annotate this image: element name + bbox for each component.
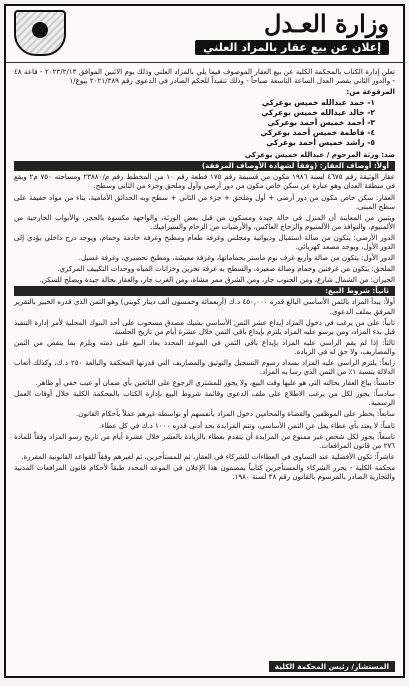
description-paragraph: ويتبين من المعاينة أن المنزل في حالة جيدة ومسكون من قبل بعض الورثة، والواجهة مكسوة بالحجر، والأبواب الخارجية من الألمنيوم، والنوافذ من الألمنيوم والزجاج العاكس، والأرضيات من الرخام والسيراميك. <box>14 212 395 231</box>
condition-item: عاشراً: تكون الأفضلية عند التساوي في العطاءات للشركاء في العقار، ثم للمستأجرين، ثم لغيرهم وفقاً للقواعد القانونية المقررة. <box>21 451 395 461</box>
description-paragraph: الملحق: يتكون من غرفتين وحمام وصالة صغيرة، والسطح به غرفة تخزين وخزانات المياه ووحدات التكييف المركزي. <box>57 264 395 274</box>
plaintiff-name: ٢- خالد عبدالله خميس بوعركي <box>261 108 375 118</box>
condition-item: رابعاً: يلتزم الراسي عليه المزاد بسداد رسوم التسجيل والتوثيق والمصاريف التي قدرتها المحكمة والبالغة ٢٥٠ د.ك، وكذلك أتعاب الدلالة بنسبة ١٪ من الثمن الذي رسا به المزاد. <box>14 357 395 377</box>
condition-item: أولاً: يبدأ المزاد بالثمن الأساسي البالغ قدره ٤٥٠,٠٠٠ د.ك (أربعمائة وخمسون ألف دينار كويتي) وهو الثمن الذي قدره الخبير بالتقرير المرفق بملف الدعوى. <box>14 297 396 316</box>
plaintiffs-label: المرفوعة من: <box>346 87 395 97</box>
description-paragraph: الجيران: من الشمال شارع، ومن الجنوب جار، ومن الشرق ممر مشاة، ومن الغرب جار، والعقار بحالة جيدة ويصلح للسكن. <box>39 275 395 285</box>
condition-item: سادساً: يجوز لكل من يرغب الاطلاع على ملف الدعوى وقائمة شروط البيع بإدارة الكتاب بالمحكمة الكلية خلال أوقات العمل الرسمية. <box>14 389 395 408</box>
section-heading-conditions: ثانياً: شروط البيع: <box>14 286 395 296</box>
ministry-title: وزارة العـدل <box>264 9 389 38</box>
condition-item: ثالثاً: إذا لم يقم الراسي عليه المزاد بإيداع باقي الثمن في الموعد المحدد يعاد البيع على ذمته ويلزم بما ينقص من الثمن والمصاريف، ولا حق له في الزيادة. <box>14 337 395 356</box>
announcement-subtitle: إعلان عن بيع عقار بالمزاد العلني <box>195 40 389 55</box>
plaintiff-name: ٣- أحمد خميس أحمد بوعركي <box>267 118 375 128</box>
description-paragraph: عقار الوثيقة رقم ٤٦٧٥ لسنة ١٩٨٦ مكون من قسيمة رقم ١٧٥ قطعة رقم ١٠ من المخطط رقم م/٢٣٨٨٠ ومساحته ٧٥٠ م٢ ويقع في منطقة العدان وهو عبارة عن سكن خاص مكون من دور أرضي وأول وملحق وجزء من الثاني وسطح. <box>14 172 395 191</box>
plaintiffs-list <box>14 98 395 148</box>
plaintiff-name: ٤- فاطمة خميس أحمد بوعركي <box>260 128 375 138</box>
plaintiff-name: ٥- راشد خميس أحمد بوعركي <box>266 138 375 148</box>
emblem-center <box>32 22 48 38</box>
page-header <box>6 6 403 63</box>
description-paragraph: العقار: سكن خاص مكون من دور أرضي + أول وملحق + جزء من الثاني + سطح وبه الحدائق الأمامية، بناء من مواد خفيفة على سطح المبنى. <box>14 192 395 211</box>
plaintiff-name: ١- حمد عبدالله خميس بوعركي <box>261 98 375 108</box>
description-paragraph: الدور الأول: يتكون من صالة وأربع غرف نوم ماستر بحماماتها، وغرفة معيشة، ومطبخ تحضيري، وغرفة غسيل. <box>78 253 395 263</box>
defendants-label: ضد: ورثة المرحوم / عبدالله خميس بوعركي <box>244 150 395 160</box>
state-emblem-icon <box>14 10 66 56</box>
condition-item: سابعاً: يحظر على الموظفين والقضاة والمحامين دخول المزاد بأنفسهم أو بواسطة غيرهم عملاً بأحكام القانون. <box>76 409 395 419</box>
signature-footer: المستشار/ رئيس المحكمة الكلية <box>269 661 395 672</box>
intro-paragraph: تعلن إدارة الكتاب بالمحكمة الكلية عن بيع العقار الموصوف فيما يلي بالمزاد العلني وذلك يوم الاثنين الموافق ٢٠٢٣/٢/١٣ - قاعة ٤٨ - والدور الثاني بقصر العدل الساعة التاسعة صباحاً - وذلك تنفيذاً للحكم الصادر في الدعوى رقم ٢٠٢١/٣٨٩ بيوع/١ <box>14 67 395 86</box>
condition-item: تاسعاً: يجوز لكل شخص غير ممنوع من المزايدة أن يتقدم بعطاء بالزيادة بالعشر خلال عشرة أيام من تاريخ رسو المزاد وفقاً للمادة ٢٧٦ من قانون المرافعات. <box>14 431 395 450</box>
condition-item: خامساً: يباع العقار بحالته التي هو عليها وقت البيع، ولا يجوز للمشتري الرجوع على البائعين بأي ضمان أو عيب خفي أو ظاهر. <box>35 378 395 388</box>
announcement-page <box>4 4 405 678</box>
section-heading-description: أولاً: أوصاف العقار: (وفقاً لشهادة الأوصاف المرفقة) <box>14 161 395 171</box>
closing-paragraph: محكمة الكلية - يحرر الشركاء والمستأجرين كتابياً بمضمون هذا الإعلان في الموعد المحدد طبقاً لأحكام قانون المرافعات المدنية والتجارية الصادر بالمرسوم بالقانون رقم ٣٨ لسنة ١٩٨٠. <box>14 462 395 481</box>
announcement-body <box>6 63 403 481</box>
description-paragraph: الدور الأرضي: يتكون من صالة استقبال وديوانية ومجلس وغرفة طعام ومطبخ وغرفة خادمة وحمام، ويوجد درج داخلي يؤدي إلى الدور الأول، ويوجد مصعد كهربائي. <box>14 232 395 252</box>
condition-item: ثامناً: لا يعتد بأي عطاء يقل عن الثمن الأساسي، وتتم المزايدة بحد أدنى قدره ١٠٠٠ د.ك في كل عطاء. <box>98 420 395 430</box>
condition-item: ثانياً: على من يرغب في دخول المزاد إيداع عشر الثمن الأساسي بشيك مصدق مسحوب على أحد البنوك المحلية لأمر إدارة التنفيذ قبل بدء المزاد، ومن يرسو عليه المزاد يلتزم بإيداع باقي الثمن خلال عشرة أيام من تاريخ الجلسة. <box>14 317 395 336</box>
